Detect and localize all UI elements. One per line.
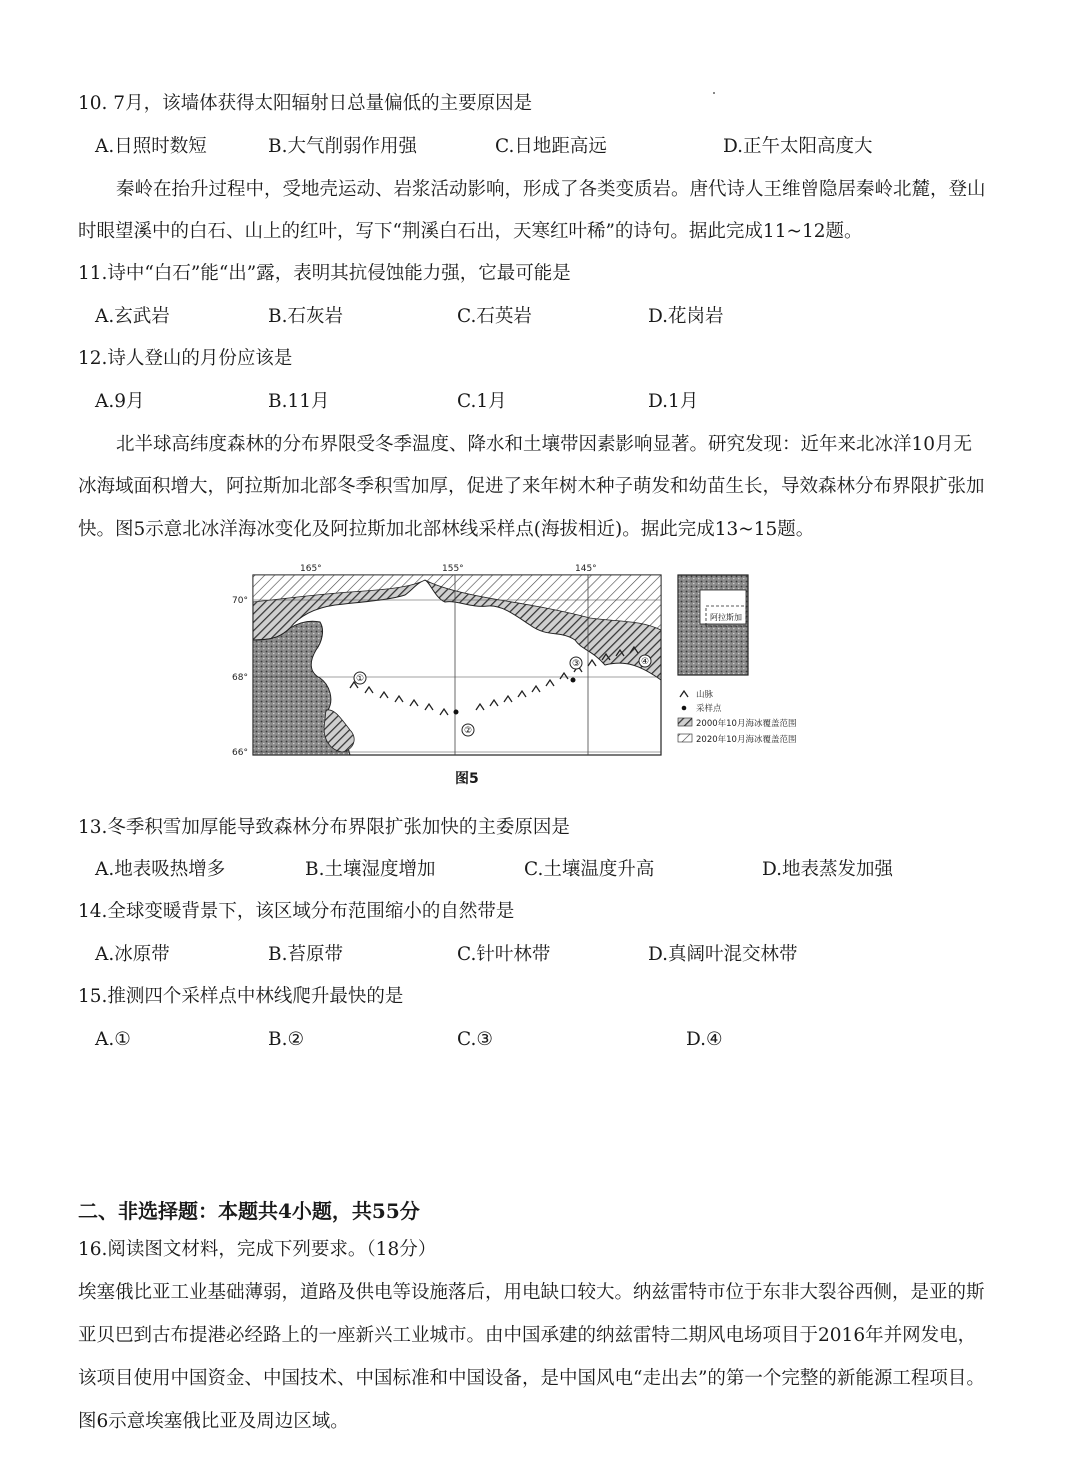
- q15-stem: 15.推测四个采样点中林线爬升最快的是: [78, 986, 404, 1007]
- passage2-line3: 快。图5示意北冰洋海冰变化及阿拉斯加北部林线采样点(海拔相近)。据此完成13~15题。: [78, 519, 815, 540]
- q13-option-a: A.地表吸热增多: [95, 859, 226, 880]
- q12-option-c: C.1月: [457, 391, 507, 412]
- legend-ice-2000: 2000年10月海冰覆盖范围: [696, 719, 797, 729]
- passage2-line1: 北半球高纬度森林的分布界限受冬季温度、降水和土壤带因素影响显著。研究发现：近年来北冰洋10月无: [116, 434, 973, 455]
- q10-option-b: B.大气削弱作用强: [268, 136, 417, 157]
- passage1-line2: 时眼望溪中的白石、山上的红叶，写下“荆溪白石出，天寒红叶稀”的诗句。据此完成11~12题。: [78, 221, 863, 242]
- q15-option-b: B.②: [268, 1029, 305, 1050]
- q16-material-line2: 亚贝巴到古布提港必经路上的一座新兴工业城市。由中国承建的纳兹雷特二期风电场项目于2016年并网发电，: [78, 1325, 977, 1346]
- q16-material-line3: 该项目使用中国资金、中国技术、中国标准和中国设备，是中国风电“走出去”的第一个完整的新能源工程项目。: [78, 1368, 985, 1389]
- q14-stem: 14.全球变暖背景下，该区域分布范围缩小的自然带是: [78, 901, 515, 922]
- q11-option-b: B.石灰岩: [268, 306, 343, 327]
- legend-mountain: 山脉: [696, 690, 714, 700]
- q11-option-c: C.石英岩: [457, 306, 532, 327]
- q13-option-c: C.土壤温度升高: [524, 859, 655, 880]
- q11-stem: 11.诗中“白石”能“出”露，表明其抗侵蚀能力强，它最可能是: [78, 263, 571, 284]
- passage2-line2: 冰海域面积增大，阿拉斯加北部冬季积雪加厚，促进了来年树木种子萌发和幼苗生长，导效森林分布界限扩张加: [78, 476, 985, 497]
- q16-material-line4: 图6示意埃塞俄比亚及周边区域。: [78, 1411, 349, 1432]
- lon-label-165: 165°: [300, 564, 322, 574]
- q12-option-b: B.11月: [268, 391, 330, 412]
- q13-option-b: B.土壤湿度增加: [305, 859, 436, 880]
- figure5-svg: [230, 560, 850, 770]
- q10-option-d: D.正午太阳高度大: [723, 136, 873, 157]
- q15-option-c: C.③: [457, 1029, 493, 1050]
- lon-label-155: 155°: [442, 564, 464, 574]
- q14-option-b: B.苔原带: [268, 944, 343, 965]
- q16-stem: 16.阅读图文材料，完成下列要求。（18分）: [78, 1239, 437, 1260]
- q15-option-d: D.④: [686, 1029, 723, 1050]
- legend-sample: 采样点: [696, 704, 722, 714]
- legend-ice-2020: 2020年10月海冰覆盖范围: [696, 735, 797, 745]
- q10-stem: 10. 7月，该墙体获得太阳辐射日总量偏低的主要原因是: [78, 93, 533, 114]
- lat-label-66: 66°: [232, 748, 248, 758]
- q10-option-c: C.日地距高远: [495, 136, 607, 157]
- passage1-line1: 秦岭在抬升过程中，受地壳运动、岩浆活动影响，形成了各类变质岩。唐代诗人王维曾隐居秦岭北麓，登山: [116, 179, 986, 200]
- scan-speck: [713, 92, 715, 94]
- q11-option-a: A.玄武岩: [95, 306, 170, 327]
- inset-label: 阿拉斯加: [710, 613, 742, 622]
- lat-label-70: 70°: [232, 596, 248, 606]
- sample-label-4: ④: [640, 657, 650, 667]
- q12-stem: 12.诗人登山的月份应该是: [78, 348, 293, 369]
- q11-option-d: D.花岗岩: [648, 306, 724, 327]
- q13-option-d: D.地表蒸发加强: [762, 859, 894, 880]
- figure5-map: [230, 560, 850, 790]
- q10-option-a: A.日照时数短: [95, 136, 207, 157]
- lon-label-145: 145°: [575, 564, 597, 574]
- sample-label-1: ①: [355, 674, 365, 684]
- section2-title: 二、非选择题：本题共4小题，共55分: [78, 1199, 420, 1223]
- figure5-caption: 图5: [455, 771, 479, 787]
- q15-option-a: A.①: [95, 1029, 131, 1050]
- q12-option-d: D.1月: [648, 391, 699, 412]
- q12-option-a: A.9月: [95, 391, 145, 412]
- q14-option-d: D.真阔叶混交林带: [648, 944, 798, 965]
- sample-label-3: ③: [571, 659, 581, 669]
- q16-material-line1: 埃塞俄比亚工业基础薄弱，道路及供电等设施落后，用电缺口较大。纳兹雷特市位于东非大裂谷西侧，是亚的斯: [78, 1282, 985, 1303]
- q14-option-c: C.针叶林带: [457, 944, 551, 965]
- lat-label-68: 68°: [232, 673, 248, 683]
- q14-option-a: A.冰原带: [95, 944, 170, 965]
- q13-stem: 13.冬季积雪加厚能导致森林分布界限扩张加快的主委原因是: [78, 817, 570, 838]
- sample-label-2: ②: [463, 726, 473, 736]
